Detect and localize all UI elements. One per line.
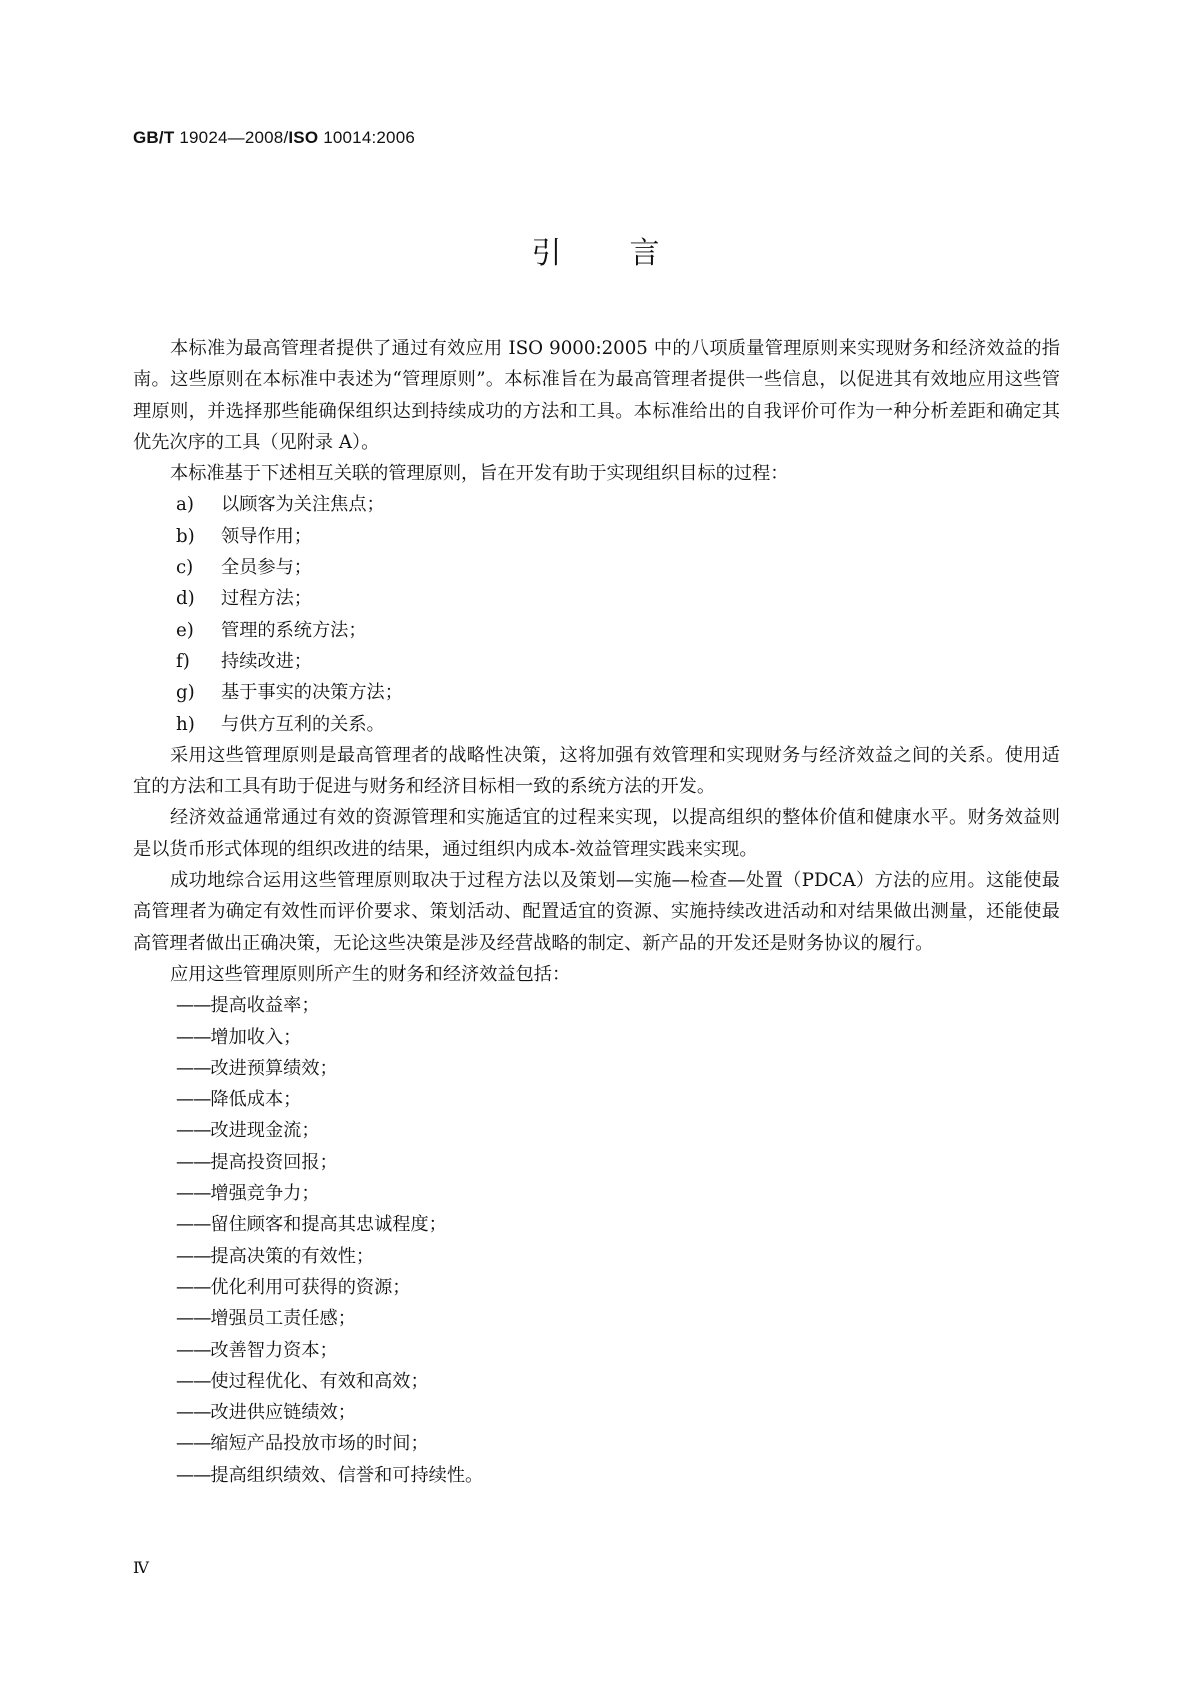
list-item: g) 基于事实的决策方法； — [176, 682, 403, 704]
benefits-intro: 应用这些管理原则所产生的财务和经济效益包括： — [170, 963, 571, 985]
list-item: b) 领导作用； — [176, 525, 312, 547]
list-item: ——改进现金流； — [176, 1120, 320, 1142]
list-item: a) 以顾客为关注焦点； — [176, 494, 385, 516]
principles-intro: 本标准基于下述相互关联的管理原则，旨在开发有助于实现组织目标的过程： — [170, 463, 789, 485]
list-item: e) 管理的系统方法； — [176, 619, 367, 641]
list-item: ——缩短产品投放市场的时间； — [176, 1433, 429, 1455]
iso-prefix: ISO — [288, 128, 319, 147]
list-item: ——优化利用可获得的资源； — [176, 1276, 411, 1298]
standard-code: 19024—2008/ — [179, 128, 289, 147]
list-item: c) 全员参与； — [176, 557, 312, 579]
list-item: ——留住顾客和提高其忠诚程度； — [176, 1214, 447, 1236]
list-item: ——使过程优化、有效和高效； — [176, 1370, 429, 1392]
list-item: ——提高收益率； — [176, 995, 320, 1017]
page-title: 引言 — [531, 236, 728, 271]
list-item: ——提高组织绩效、信誉和可持续性。 — [176, 1464, 484, 1486]
document-header — [133, 128, 415, 148]
iso-code: 10014:2006 — [323, 128, 416, 147]
list-item: ——改进预算绩效； — [176, 1057, 338, 1079]
list-item: f) 持续改进； — [176, 650, 312, 672]
document-body — [133, 333, 1060, 1491]
list-item: d) 过程方法； — [176, 588, 312, 610]
list-item: ——改进供应链绩效； — [176, 1402, 356, 1424]
benefits-list — [133, 990, 1060, 1491]
list-item: ——增加收入； — [176, 1026, 302, 1048]
intro-paragraph: 本标准为最高管理者提供了通过有效应用 ISO 9000:2005 中的八项质量管理原则来实现财务和经济效益的指南。这些原则在本标准中表述为“管理原则”。本标准旨在为最高管理者提供一些信息，以促进其有效地应用这些管理原则，并选择那些能确保组织达到持续成功的方法和工具。本标准给出的自我评价可作为一种分析差距和确定其优先次序的工具（见附录 A）。 — [133, 338, 1060, 453]
strategy-paragraph: 采用这些管理原则是最高管理者的战略性决策，这将加强有效管理和实现财务与经济效益之间的关系。使用适宜的方法和工具有助于促进与财务和经济目标相一致的系统方法的开发。 — [133, 744, 1060, 798]
list-item: ——改善智力资本； — [176, 1339, 338, 1361]
page-number: Ⅳ — [133, 1558, 149, 1577]
list-item: ——增强竞争力； — [176, 1183, 320, 1205]
pdca-paragraph: 成功地综合运用这些管理原则取决于过程方法以及策划—实施—检查—处置（PDCA）方法的应用。这能使最高管理者为确定有效性而评价要求、策划活动、配置适宜的资源、实施持续改进活动和对结果做出测量，还能使最高管理者做出正确决策，无论这些决策是涉及经营战略的制定、新产品的开发还是财务协议的履行。 — [133, 870, 1060, 954]
principles-list — [133, 489, 1060, 739]
list-item: ——提高决策的有效性； — [176, 1245, 375, 1267]
list-item: ——提高投资回报； — [176, 1151, 338, 1173]
economic-paragraph: 经济效益通常通过有效的资源管理和实施适宜的过程来实现，以提高组织的整体价值和健康水平。财务效益则是以货币形式体现的组织改进的结果，通过组织内成本-效益管理实践来实现。 — [133, 807, 1060, 860]
standard-prefix: GB/T — [133, 128, 175, 147]
list-item: h) 与供方互利的关系。 — [176, 713, 385, 735]
list-item: ——增强员工责任感； — [176, 1308, 356, 1330]
list-item: ——降低成本； — [176, 1089, 302, 1111]
